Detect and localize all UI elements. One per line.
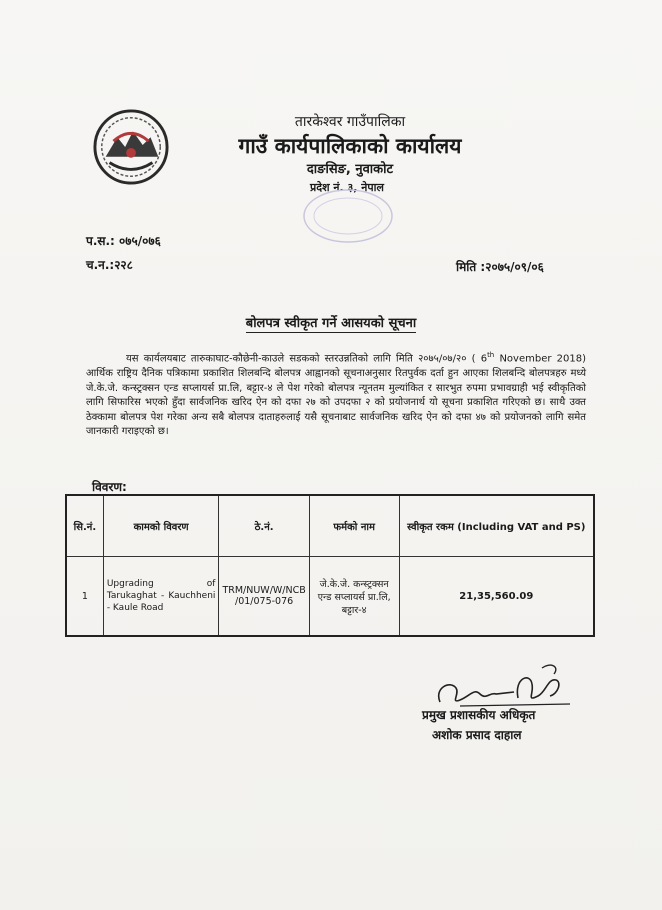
cell-firm: जे.के.जे. कन्स्ट्रक्सन एन्ड सप्लायर्स प्रा.लि, बट्टार-४ bbox=[309, 557, 399, 637]
letterhead bbox=[200, 112, 500, 196]
notice-title bbox=[0, 312, 662, 331]
office-stamp-icon bbox=[300, 186, 396, 246]
notice-body-sup: th bbox=[487, 351, 495, 359]
column-header-contract: ठे.नं. bbox=[219, 495, 309, 557]
dispatch-number: च.न.:२२८ bbox=[86, 258, 133, 272]
document-date: मिति :२०७५/०९/०६ bbox=[456, 260, 544, 274]
cell-amount: 21,35,560.09 bbox=[399, 557, 594, 637]
cell-contract-no: TRM/NUW/W/NCB /01/075-076 bbox=[219, 557, 309, 637]
column-header-sn: सि.नं. bbox=[66, 495, 103, 557]
organization-name: तारकेश्वर गाउँपालिका bbox=[294, 114, 406, 130]
table-header-row bbox=[66, 495, 594, 557]
column-header-amount: स्वीकृत रकम (Including VAT and PS) bbox=[399, 495, 594, 557]
cell-sn: 1 bbox=[66, 557, 103, 637]
cell-work: Upgrading of Tarukaghat - Kauchheni - Kaule Road bbox=[103, 557, 219, 637]
notice-body-part2: November 2018) आर्थिक राष्ट्रिय दैनिक पत्रिकामा प्रकाशित शिलबन्दि बोलपत्र आह्वानको सूचनाअनुसार रितपुर्वक दर्ता हुन आएका शिलबन्दि बोलपत्रहरु मध्ये जे.के.जे. कन्स्ट्रक्सन एन्ड सप्लायर्स प्रा.लि, बट्टार-४ ले पेश गरेको बोलपत्र न्यूनतम मुल्यांकित र सारभुत रुपमा प्रभावग्राही भई स्वीकृतिको लागि सिफारिस भएको हुँदा सार्वजनिक खरिद ऐन को दफा २७ को उपदफा २ को प्रयोजनार्थ यो सूचना प्रकाशित गरिएको छ। साथै उक्त ठेक्कामा बोलपत्र पेश गरेका अन्य सबै बोलपत्र दाताहरुलाई यसै सूचनाबाट सार्वजनिक खरिद ऐन को दफा ४७ को प्रयोजनको लागि समेत जानकारी गराइएको छ। bbox=[86, 353, 587, 438]
column-header-firm: फर्मको नाम bbox=[309, 495, 399, 557]
notice-body-part1: यस कार्यलयबाट तारुकाघाट-कौछेनी-काउले सडकको स्तरउन्नतिको लागि मिति २०७५/०७/२० ( 6 bbox=[126, 353, 488, 365]
address-line-2: प्रदेश नं. ३, नेपाल bbox=[310, 181, 384, 194]
details-table bbox=[65, 494, 595, 637]
column-header-work: कामको विवरण bbox=[103, 495, 219, 557]
signature-icon bbox=[430, 658, 580, 712]
notice-body bbox=[86, 348, 586, 440]
signatory-name: अशोक प्रसाद दाहाल bbox=[432, 728, 522, 742]
signatory-title: प्रमुख प्रशासकीय अधिकृत bbox=[422, 708, 536, 722]
office-name: गाउँ कार्यपालिकाको कार्यालय bbox=[238, 134, 462, 158]
notice-title-text: बोलपत्र स्वीकृत गर्ने आसयको सूचना bbox=[245, 316, 417, 331]
table-row bbox=[66, 557, 594, 637]
government-emblem-icon bbox=[92, 108, 170, 186]
fiscal-year-ref: प.स.: ०७५/०७६ bbox=[86, 234, 161, 248]
address-line-1: दाङसिङ, नुवाकोट bbox=[306, 162, 394, 177]
details-label: विवरण: bbox=[92, 480, 127, 494]
